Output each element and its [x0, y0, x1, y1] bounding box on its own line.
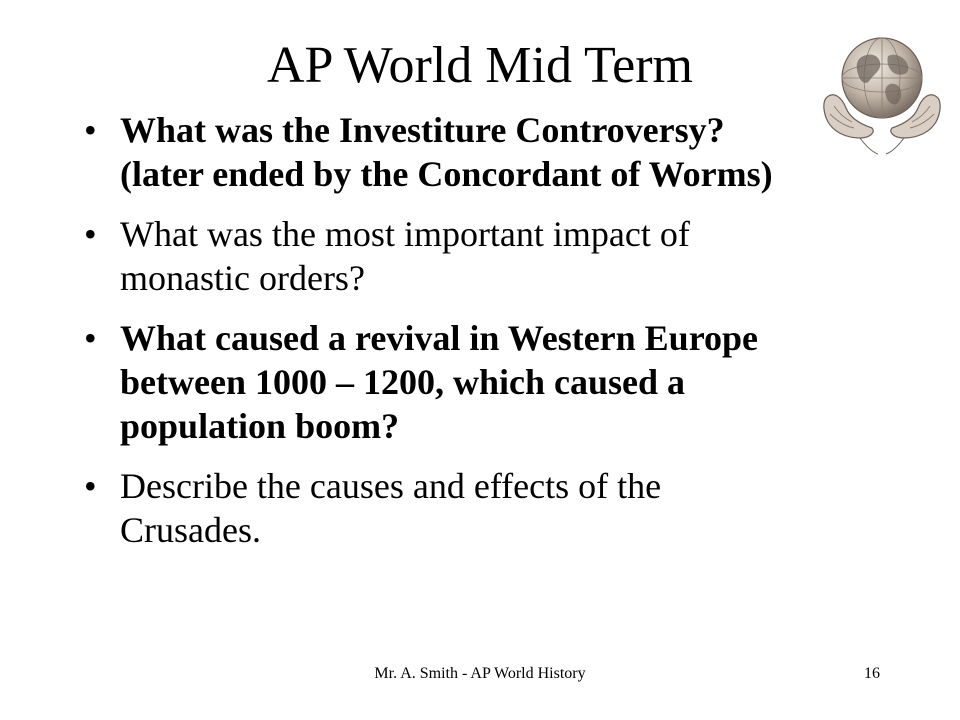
- bullet-text: What caused a revival in Western Europe between 1000 – 1200, which caused a population boom?: [120, 318, 759, 446]
- bullet-text: What was the Investiture Controversy? (later ended by the Concordant of Worms): [120, 110, 773, 194]
- bullet-dot: •: [84, 110, 97, 150]
- bullet-dot: •: [84, 318, 97, 358]
- bullet-item: [80, 212, 810, 300]
- footer-author: Mr. A. Smith - AP World History: [374, 665, 586, 682]
- hands-holding-globe-icon: [820, 28, 944, 156]
- bullet-dot: •: [84, 466, 97, 506]
- bullet-dot: •: [84, 214, 97, 254]
- bullet-item: [80, 316, 810, 448]
- bullet-text: What was the most important impact of monastic orders?: [120, 214, 690, 298]
- bullet-text: Describe the causes and effects of the Crusades.: [120, 466, 662, 550]
- bullet-item: [80, 108, 810, 196]
- bullet-list: [80, 108, 810, 568]
- slide-title: AP World Mid Term: [266, 37, 693, 94]
- page-number: 16: [864, 665, 880, 682]
- bullet-item: [80, 464, 810, 552]
